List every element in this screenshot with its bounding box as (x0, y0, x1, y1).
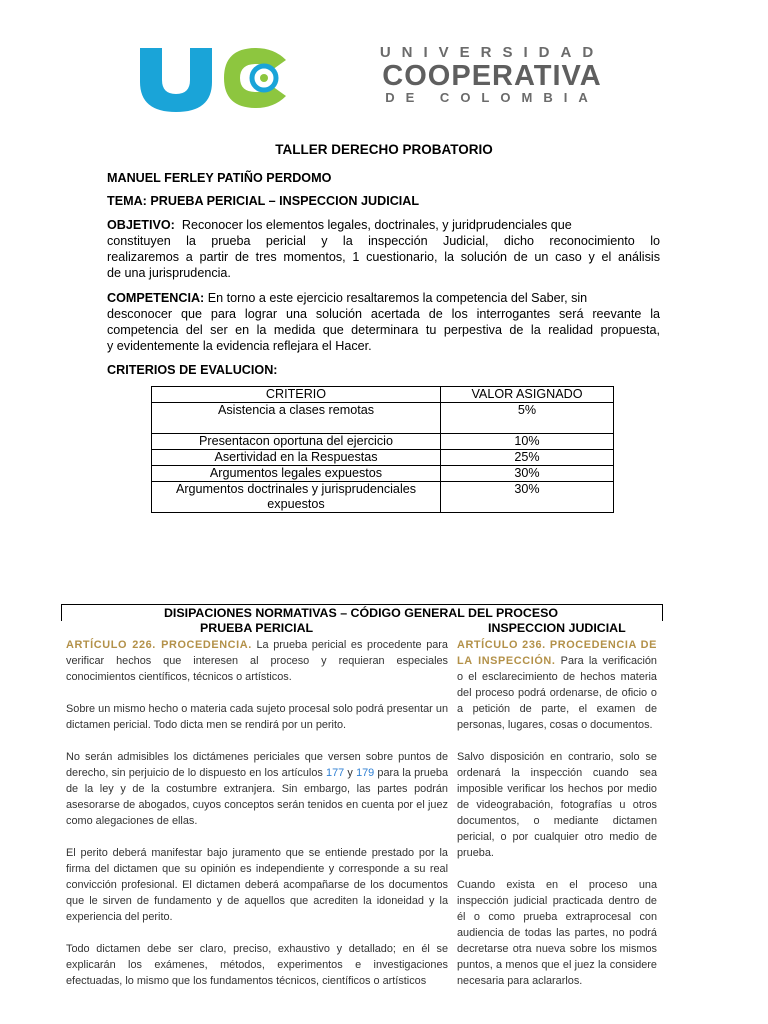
author-name: MANUEL FERLEY PATIÑO PERDOMO (107, 171, 332, 185)
table-header-row (152, 387, 614, 403)
table-cell-valor: 10% (441, 434, 614, 450)
logo-line-1: UNIVERSIDAD (379, 44, 605, 61)
tema-line: TEMA: PRUEBA PERICIAL – INSPECCION JUDICIAL (107, 194, 420, 208)
link-article-177[interactable]: 177 (326, 767, 345, 779)
criteria-table (151, 386, 614, 513)
article-226-paragraph (66, 637, 448, 685)
paragraph-3-text-a: No serán admisibles los dictámenes periciales que versen sobre puntos de derecho, sin perjuicio de lo dispuesto en los artículos (66, 751, 448, 779)
competencia-line-1: En torno a este ejercicio resaltaremos la competencia del Saber, sin (204, 291, 588, 305)
normativa-title: DISIPACIONES NORMATIVAS – CÓDIGO GENERAL DEL PROCESO (163, 606, 559, 620)
table-row (152, 434, 614, 450)
right-paragraph-2: Salvo disposición en contrario, solo se ordenará la inspección cuando sea imposible verificar los hechos por medio de videograbación, fotografías u otros documentos, o mediante dictamen pericial, o por cualquier otro medio de prueba. (457, 751, 657, 859)
right-paragraph-3: Cuando exista en el proceso una inspección judicial practicada dentro de él o como prueba extraprocesal con audiencia de todas las partes, no podrá decretarse otra nueva sobre los mismos puntos, a menos que el juez la considere necesaria para aclararlos. (457, 879, 657, 987)
table-cell-criterio: Asertividad en la Respuestas (152, 450, 441, 466)
article-236-label: ARTÍCULO 236. PROCEDENCIA DE LA INSPECCIÓN. (457, 639, 657, 667)
table-header-criterio: CRITERIO (152, 387, 441, 403)
table-cell-valor: 5% (441, 403, 614, 434)
inspeccion-judicial-column (457, 637, 657, 989)
article-236-paragraph (457, 637, 657, 733)
table-cell-criterio: Argumentos legales expuestos (152, 466, 441, 482)
competencia-line-4: y evidentemente la evidencia reflejara el Hacer. (107, 339, 372, 353)
objetivo-paragraph (107, 217, 660, 281)
competencia-line-3: competencia del ser en la medida que determinara tu perpestiva de la realidad propuesta, (107, 323, 660, 337)
paragraph-5: Todo dictamen debe ser claro, preciso, exhaustivo y detallado; en él se explicarán los exámenes, métodos, experimentos e investigaciones efectuadas, lo mismo que los fundamentos técnicos, científicos o artísticos (66, 943, 448, 987)
paragraph-3-text-y: y (344, 767, 357, 779)
objetivo-label: OBJETIVO: (107, 218, 175, 232)
table-cell-criterio: Asistencia a clases remotas (152, 403, 441, 434)
paragraph-2: Sobre un mismo hecho o materia cada sujeto procesal solo podrá presentar un dictamen pericial. Todo dicta men se rendirá por un perito. (66, 703, 448, 731)
prueba-pericial-column (66, 637, 448, 989)
objetivo-line-2: constituyen la prueba pericial y la inspección Judicial, dicho reconocimiento lo (107, 234, 660, 248)
table-header-valor: VALOR ASIGNADO (441, 387, 614, 403)
objetivo-line-4: de una jurisprudencia. (107, 266, 231, 280)
table-cell-valor: 25% (441, 450, 614, 466)
table-row (152, 450, 614, 466)
article-226-text: La prueba pericial es procedente para verificar hechos que interesen al proceso y requieran especiales conocimientos científicos, técnicos o artísticos. (66, 639, 448, 683)
competencia-line-2: desconocer que para lograr una solución acertada de los interrogantes será reevante la (107, 307, 660, 321)
competencia-label: COMPETENCIA: (107, 291, 205, 305)
paragraph-3 (66, 749, 448, 829)
university-name (322, 44, 662, 106)
col-head-prueba-pericial: PRUEBA PERICIAL (200, 621, 314, 635)
table-cell-valor: 30% (441, 466, 614, 482)
objetivo-line-1: Reconocer los elementos legales, doctrinales, y juridprudenciales que (174, 218, 572, 232)
logo-line-3: DE COLOMBIA (385, 90, 599, 105)
paragraph-4: El perito deberá manifestar bajo juramento que se entiende prestado por la firma del dictamen que su opinión es independiente y corresponde a su real convicción profesional. El dictamen deberá acompañarse de los documentos que le sirven de fundamento y de aquellos que acrediten la idoneidad y la experiencia del perito. (66, 847, 448, 923)
table-row (152, 403, 614, 434)
table-row (152, 466, 614, 482)
table-cell-criterio: Argumentos doctrinales y jurisprudenciales expuestos (152, 482, 441, 513)
article-236-text: Para la verificación o el esclarecimiento de hechos materia del proceso podrá ordenarse, de oficio o a petición de parte, el examen de personas, lugares, cosas o documentos. (457, 655, 657, 731)
document-title: TALLER DERECHO PROBATORIO (275, 142, 493, 157)
paragraph-3-text-b: para la prueba de la ley y de la costumbre extranjera. Sin embargo, las partes podrán asesorarse de abogados, cuyos conceptos serán tenidos en cuenta por el juez como alegaciones de ellas. (66, 767, 449, 827)
table-row (152, 482, 614, 513)
logo-line-2: COOPERATIVA (382, 60, 602, 92)
criterios-label: CRITERIOS DE EVALUCION: (107, 363, 278, 377)
link-article-179[interactable]: 179 (356, 767, 375, 779)
article-226-label: ARTÍCULO 226. PROCEDENCIA. (66, 639, 252, 651)
col-head-inspeccion-judicial: INSPECCION JUDICIAL (488, 621, 626, 635)
objetivo-line-3: realizaremos a partir de tres momentos, 1 cuestionario, la solución de un caso y el análisis (107, 250, 660, 264)
table-cell-valor: 30% (441, 482, 614, 513)
table-cell-criterio: Presentacon oportuna del ejercicio (152, 434, 441, 450)
competencia-paragraph (107, 290, 660, 354)
